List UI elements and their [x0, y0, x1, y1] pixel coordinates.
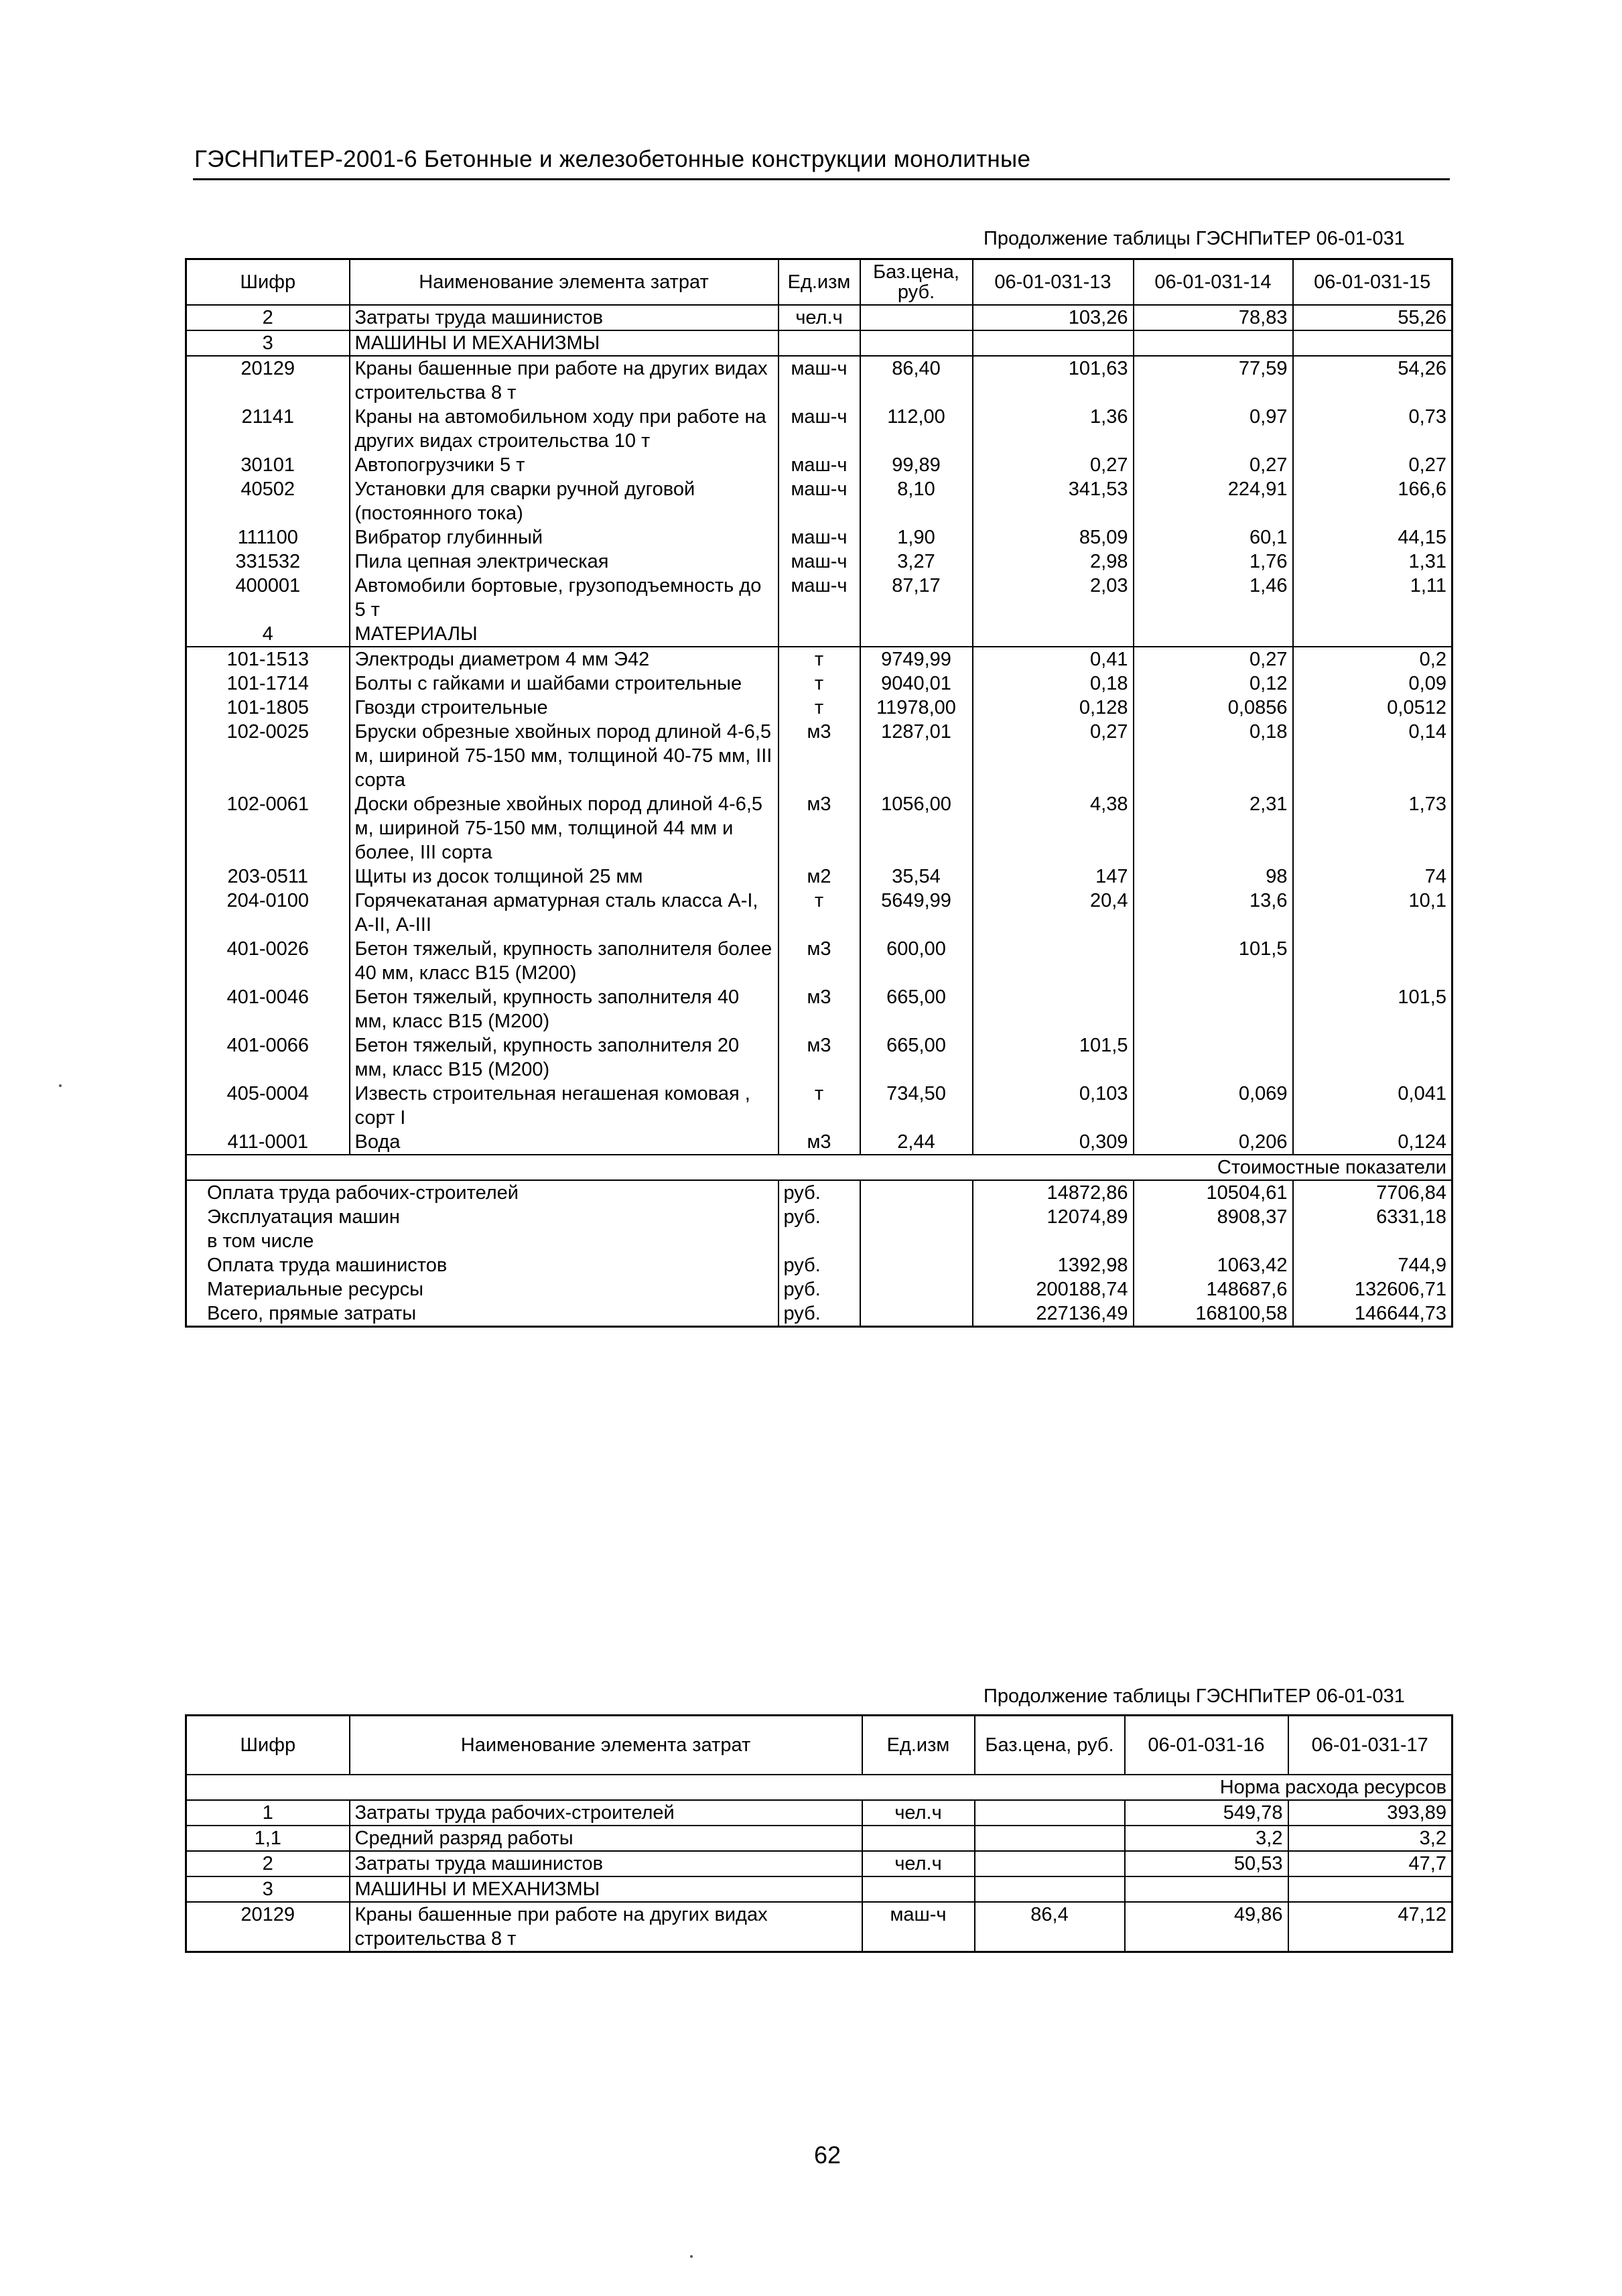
- name-cell: Гвозди строительные: [350, 696, 779, 720]
- col-header-code: Шифр: [186, 1716, 350, 1775]
- value-cell: 0,14: [1293, 720, 1452, 792]
- value-cell: 0,18: [973, 672, 1134, 696]
- col-header-code: Шифр: [186, 259, 350, 305]
- header-rule: [193, 178, 1450, 180]
- value-cell: 101,5: [1134, 937, 1293, 985]
- unit-cell: т: [779, 889, 860, 937]
- unit-cell: [862, 1876, 975, 1902]
- value-cell: 0,41: [973, 647, 1134, 672]
- value-cell: 3,2: [1288, 1826, 1452, 1851]
- price-cell: 3,27: [860, 550, 973, 574]
- unit-cell: м2: [779, 865, 860, 889]
- unit-cell: [779, 330, 860, 356]
- table2-body: [186, 1775, 1452, 1952]
- table1-header-row: [186, 259, 1452, 305]
- unit-cell: маш-ч: [779, 453, 860, 477]
- value-cell: 101,63: [973, 356, 1134, 405]
- value-cell: 1,73: [1293, 792, 1452, 865]
- value-cell: 0,069: [1134, 1082, 1293, 1130]
- unit-cell: маш-ч: [779, 405, 860, 453]
- price-cell: 87,17: [860, 574, 973, 622]
- table-row: [186, 453, 1452, 477]
- value-cell: 0,27: [1134, 647, 1293, 672]
- value-cell: 147: [973, 865, 1134, 889]
- value-cell: 1392,98: [973, 1253, 1134, 1277]
- unit-cell: м3: [779, 720, 860, 792]
- table-row: [186, 889, 1452, 937]
- value-cell: 0,309: [973, 1130, 1134, 1155]
- value-cell: 0,124: [1293, 1130, 1452, 1155]
- price-cell: [975, 1876, 1125, 1902]
- section-row: [186, 1876, 1452, 1902]
- price-cell: 1056,00: [860, 792, 973, 865]
- price-cell: [860, 622, 973, 647]
- cost-name: Всего, прямые затраты: [186, 1301, 779, 1327]
- value-cell: 78,83: [1134, 305, 1293, 330]
- code-cell: 101-1714: [186, 672, 350, 696]
- value-cell: 6331,18: [1293, 1205, 1452, 1229]
- value-cell: 0,2: [1293, 647, 1452, 672]
- value-cell: [1134, 622, 1293, 647]
- col-header-price: Баз.цена, руб.: [860, 259, 973, 305]
- code-cell: 101-1513: [186, 647, 350, 672]
- value-cell: 54,26: [1293, 356, 1452, 405]
- value-cell: 0,27: [973, 453, 1134, 477]
- value-cell: 55,26: [1293, 305, 1452, 330]
- price-cell: 8,10: [860, 477, 973, 525]
- name-cell: Бетон тяжелый, крупность заполнителя 20 мм, класс B15 (M200): [350, 1033, 779, 1082]
- cost-name: в том числе: [186, 1229, 779, 1253]
- cost-row: [186, 1229, 1452, 1253]
- price-cell: [860, 1229, 973, 1253]
- code-cell: 101-1805: [186, 696, 350, 720]
- name-cell: Затраты труда машинистов: [350, 305, 779, 330]
- code-cell: 204-0100: [186, 889, 350, 937]
- value-cell: 132606,71: [1293, 1277, 1452, 1301]
- cost-header: Стоимостные показатели: [186, 1155, 1452, 1180]
- value-cell: 60,1: [1134, 525, 1293, 550]
- code-cell: 331532: [186, 550, 350, 574]
- price-cell: [860, 305, 973, 330]
- value-cell: 2,98: [973, 550, 1134, 574]
- price-cell: 9040,01: [860, 672, 973, 696]
- value-cell: [1293, 937, 1452, 985]
- table-row: [186, 305, 1452, 330]
- value-cell: 0,103: [973, 1082, 1134, 1130]
- code-cell: 1,1: [186, 1826, 350, 1851]
- table1: [185, 258, 1453, 1328]
- col-header-price: Баз.цена, руб.: [975, 1716, 1125, 1775]
- cost-header-row: [186, 1155, 1452, 1180]
- value-cell: 1,36: [973, 405, 1134, 453]
- col-header-v1: 06-01-031-13: [973, 259, 1134, 305]
- code-cell: 21141: [186, 405, 350, 453]
- price-cell: [860, 1301, 973, 1327]
- name-cell: Установки для сварки ручной дуговой (постоянного тока): [350, 477, 779, 525]
- value-cell: 744,9: [1293, 1253, 1452, 1277]
- price-cell: 35,54: [860, 865, 973, 889]
- value-cell: 13,6: [1134, 889, 1293, 937]
- code-cell: 2: [186, 305, 350, 330]
- table-row: [186, 1826, 1452, 1851]
- unit-cell: чел.ч: [862, 1851, 975, 1876]
- unit-cell: маш-ч: [779, 574, 860, 622]
- table2-header-row: [186, 1716, 1452, 1775]
- price-cell: 665,00: [860, 985, 973, 1033]
- table-row: [186, 696, 1452, 720]
- value-cell: 227136,49: [973, 1301, 1134, 1327]
- table1-body: [186, 305, 1452, 1327]
- col-header-v2: 06-01-031-17: [1288, 1716, 1452, 1775]
- price-cell: 734,50: [860, 1082, 973, 1130]
- value-cell: 341,53: [973, 477, 1134, 525]
- table2-caption: Продолжение таблицы ГЭСНПиТЕР 06-01-031: [984, 1685, 1405, 1707]
- value-cell: 3,2: [1125, 1826, 1288, 1851]
- name-cell: Пила цепная электрическая: [350, 550, 779, 574]
- name-cell: Электроды диаметром 4 мм Э42: [350, 647, 779, 672]
- value-cell: 166,6: [1293, 477, 1452, 525]
- code-cell: 2: [186, 1851, 350, 1876]
- value-cell: [1288, 1876, 1452, 1902]
- table-row: [186, 356, 1452, 405]
- value-cell: [1125, 1876, 1288, 1902]
- unit-cell: т: [779, 647, 860, 672]
- value-cell: 224,91: [1134, 477, 1293, 525]
- code-cell: 4: [186, 622, 350, 647]
- value-cell: 0,27: [973, 720, 1134, 792]
- col-header-v3: 06-01-031-15: [1293, 259, 1452, 305]
- unit-cell: чел.ч: [779, 305, 860, 330]
- unit-cell: м3: [779, 1130, 860, 1155]
- value-cell: 200188,74: [973, 1277, 1134, 1301]
- value-cell: 20,4: [973, 889, 1134, 937]
- name-cell: Щиты из досок толщиной 25 мм: [350, 865, 779, 889]
- name-cell: Краны на автомобильном ходу при работе на других видах строительства 10 т: [350, 405, 779, 453]
- cost-name: Материальные ресурсы: [186, 1277, 779, 1301]
- unit-cell: руб.: [779, 1277, 860, 1301]
- code-cell: 203-0511: [186, 865, 350, 889]
- cost-row: [186, 1180, 1452, 1205]
- value-cell: [973, 1229, 1134, 1253]
- value-cell: 1,76: [1134, 550, 1293, 574]
- price-cell: 11978,00: [860, 696, 973, 720]
- unit-cell: [779, 1229, 860, 1253]
- value-cell: [1293, 622, 1452, 647]
- price-cell: [860, 330, 973, 356]
- unit-cell: м3: [779, 1033, 860, 1082]
- unit-cell: т: [779, 672, 860, 696]
- unit-cell: маш-ч: [779, 477, 860, 525]
- value-cell: 1,31: [1293, 550, 1452, 574]
- name-cell: Краны башенные при работе на других видах строительства 8 т: [350, 356, 779, 405]
- code-cell: 401-0026: [186, 937, 350, 985]
- page-number: 62: [814, 2141, 841, 2169]
- table-row: [186, 1033, 1452, 1082]
- unit-cell: маш-ч: [779, 525, 860, 550]
- table-row: [186, 720, 1452, 792]
- value-cell: 168100,58: [1134, 1301, 1293, 1327]
- name-cell: Известь строительная негашеная комовая , сорт I: [350, 1082, 779, 1130]
- value-cell: 14872,86: [973, 1180, 1134, 1205]
- price-cell: [975, 1800, 1125, 1826]
- value-cell: 12074,89: [973, 1205, 1134, 1229]
- unit-cell: [779, 622, 860, 647]
- price-cell: 112,00: [860, 405, 973, 453]
- table-row: [186, 647, 1452, 672]
- value-cell: 0,09: [1293, 672, 1452, 696]
- table-row: [186, 792, 1452, 865]
- value-cell: 146644,73: [1293, 1301, 1452, 1327]
- col-header-unit: Ед.изм: [779, 259, 860, 305]
- norm-header-row: [186, 1775, 1452, 1800]
- value-cell: 101,5: [1293, 985, 1452, 1033]
- col-header-v2: 06-01-031-14: [1134, 259, 1293, 305]
- value-cell: [973, 985, 1134, 1033]
- table-row: [186, 672, 1452, 696]
- price-cell: [975, 1826, 1125, 1851]
- value-cell: 549,78: [1125, 1800, 1288, 1826]
- code-cell: 401-0046: [186, 985, 350, 1033]
- value-cell: 4,38: [973, 792, 1134, 865]
- code-cell: 20129: [186, 1902, 350, 1952]
- table-row: [186, 1130, 1452, 1155]
- value-cell: 1,11: [1293, 574, 1452, 622]
- value-cell: 0,97: [1134, 405, 1293, 453]
- value-cell: 101,5: [973, 1033, 1134, 1082]
- value-cell: 74: [1293, 865, 1452, 889]
- name-cell: МАШИНЫ И МЕХАНИЗМЫ: [350, 330, 779, 356]
- col-header-name: Наименование элемента затрат: [350, 1716, 862, 1775]
- price-cell: [860, 1205, 973, 1229]
- value-cell: [1293, 330, 1452, 356]
- price-cell: [860, 1253, 973, 1277]
- unit-cell: руб.: [779, 1301, 860, 1327]
- value-cell: 1,46: [1134, 574, 1293, 622]
- value-cell: 44,15: [1293, 525, 1452, 550]
- value-cell: 103,26: [973, 305, 1134, 330]
- price-cell: [860, 1277, 973, 1301]
- scan-speck: [690, 2255, 693, 2258]
- col-header-name: Наименование элемента затрат: [350, 259, 779, 305]
- table-row: [186, 1800, 1452, 1826]
- table1-caption: Продолжение таблицы ГЭСНПиТЕР 06-01-031: [984, 228, 1405, 249]
- price-cell: 99,89: [860, 453, 973, 477]
- price-cell: [975, 1851, 1125, 1876]
- value-cell: 77,59: [1134, 356, 1293, 405]
- code-cell: 400001: [186, 574, 350, 622]
- table-row: [186, 405, 1452, 453]
- name-cell: Доски обрезные хвойных пород длиной 4-6,5 м, шириной 75-150 мм, толщиной 44 мм и более, III сорта: [350, 792, 779, 865]
- unit-cell: руб.: [779, 1205, 860, 1229]
- table2: [185, 1714, 1453, 1953]
- code-cell: 405-0004: [186, 1082, 350, 1130]
- name-cell: Бруски обрезные хвойных пород длиной 4-6,5 м, шириной 75-150 мм, толщиной 40-75 мм, III сорта: [350, 720, 779, 792]
- code-cell: 411-0001: [186, 1130, 350, 1155]
- value-cell: [973, 622, 1134, 647]
- price-cell: 9749,99: [860, 647, 973, 672]
- value-cell: 10,1: [1293, 889, 1452, 937]
- col-header-v1: 06-01-031-16: [1125, 1716, 1288, 1775]
- value-cell: 0,041: [1293, 1082, 1452, 1130]
- unit-cell: маш-ч: [862, 1902, 975, 1952]
- unit-cell: руб.: [779, 1253, 860, 1277]
- value-cell: 0,0856: [1134, 696, 1293, 720]
- value-cell: 0,12: [1134, 672, 1293, 696]
- unit-cell: м3: [779, 792, 860, 865]
- value-cell: 0,73: [1293, 405, 1452, 453]
- value-cell: 49,86: [1125, 1902, 1288, 1952]
- table-row: [186, 937, 1452, 985]
- code-cell: 30101: [186, 453, 350, 477]
- value-cell: 47,7: [1288, 1851, 1452, 1876]
- name-cell: МАТЕРИАЛЫ: [350, 622, 779, 647]
- unit-cell: т: [779, 1082, 860, 1130]
- table-row: [186, 1902, 1452, 1952]
- value-cell: 393,89: [1288, 1800, 1452, 1826]
- norm-header: Норма расхода ресурсов: [186, 1775, 1452, 1800]
- name-cell: Средний разряд работы: [350, 1826, 862, 1851]
- unit-cell: т: [779, 696, 860, 720]
- value-cell: 47,12: [1288, 1902, 1452, 1952]
- code-cell: 401-0066: [186, 1033, 350, 1082]
- code-cell: 1: [186, 1800, 350, 1826]
- unit-cell: м3: [779, 985, 860, 1033]
- value-cell: [1134, 985, 1293, 1033]
- name-cell: Болты с гайками и шайбами строительные: [350, 672, 779, 696]
- table-row: [186, 525, 1452, 550]
- value-cell: 0,0512: [1293, 696, 1452, 720]
- code-cell: 3: [186, 1876, 350, 1902]
- unit-cell: руб.: [779, 1180, 860, 1205]
- page-title: ГЭСНПиТЕР-2001-6 Бетонные и железобетонные конструкции монолитные: [194, 146, 1031, 172]
- code-cell: 111100: [186, 525, 350, 550]
- value-cell: [1134, 1229, 1293, 1253]
- value-cell: 2,03: [973, 574, 1134, 622]
- price-cell: 665,00: [860, 1033, 973, 1082]
- price-cell: 86,4: [975, 1902, 1125, 1952]
- table-row: [186, 1851, 1452, 1876]
- value-cell: 0,206: [1134, 1130, 1293, 1155]
- value-cell: 8908,37: [1134, 1205, 1293, 1229]
- value-cell: [1293, 1229, 1452, 1253]
- scan-speck: [59, 1084, 62, 1087]
- value-cell: 0,27: [1293, 453, 1452, 477]
- unit-cell: м3: [779, 937, 860, 985]
- code-cell: 3: [186, 330, 350, 356]
- name-cell: Вода: [350, 1130, 779, 1155]
- value-cell: 10504,61: [1134, 1180, 1293, 1205]
- price-cell: 600,00: [860, 937, 973, 985]
- name-cell: Бетон тяжелый, крупность заполнителя более 40 мм, класс B15 (M200): [350, 937, 779, 985]
- table-row: [186, 550, 1452, 574]
- name-cell: Краны башенные при работе на других видах строительства 8 т: [350, 1902, 862, 1952]
- table-row: [186, 865, 1452, 889]
- value-cell: [1134, 330, 1293, 356]
- value-cell: [973, 330, 1134, 356]
- value-cell: 7706,84: [1293, 1180, 1452, 1205]
- table-row: [186, 985, 1452, 1033]
- value-cell: 148687,6: [1134, 1277, 1293, 1301]
- price-cell: 2,44: [860, 1130, 973, 1155]
- table-row: [186, 477, 1452, 525]
- name-cell: Бетон тяжелый, крупность заполнителя 40 мм, класс B15 (M200): [350, 985, 779, 1033]
- price-cell: 1,90: [860, 525, 973, 550]
- unit-cell: маш-ч: [779, 356, 860, 405]
- value-cell: [1293, 1033, 1452, 1082]
- cost-name: Оплата труда рабочих-строителей: [186, 1180, 779, 1205]
- name-cell: Горячекатаная арматурная сталь класса А-I, А-II, А-III: [350, 889, 779, 937]
- cost-row: [186, 1301, 1452, 1327]
- code-cell: 40502: [186, 477, 350, 525]
- cost-row: [186, 1277, 1452, 1301]
- value-cell: 0,128: [973, 696, 1134, 720]
- section-row: [186, 330, 1452, 356]
- price-cell: 5649,99: [860, 889, 973, 937]
- price-cell: 1287,01: [860, 720, 973, 792]
- unit-cell: маш-ч: [779, 550, 860, 574]
- price-cell: [860, 1180, 973, 1205]
- value-cell: 0,27: [1134, 453, 1293, 477]
- name-cell: Затраты труда машинистов: [350, 1851, 862, 1876]
- value-cell: 98: [1134, 865, 1293, 889]
- col-header-unit: Ед.изм: [862, 1716, 975, 1775]
- name-cell: Затраты труда рабочих-строителей: [350, 1800, 862, 1826]
- cost-row: [186, 1205, 1452, 1229]
- name-cell: Автомобили бортовые, грузоподъемность до 5 т: [350, 574, 779, 622]
- value-cell: [1134, 1033, 1293, 1082]
- cost-row: [186, 1253, 1452, 1277]
- cost-name: Эксплуатация машин: [186, 1205, 779, 1229]
- table-row: [186, 574, 1452, 622]
- value-cell: 50,53: [1125, 1851, 1288, 1876]
- value-cell: 0,18: [1134, 720, 1293, 792]
- price-cell: 86,40: [860, 356, 973, 405]
- name-cell: МАШИНЫ И МЕХАНИЗМЫ: [350, 1876, 862, 1902]
- unit-cell: чел.ч: [862, 1800, 975, 1826]
- section-row: [186, 622, 1452, 647]
- code-cell: 20129: [186, 356, 350, 405]
- value-cell: [973, 937, 1134, 985]
- unit-cell: [862, 1826, 975, 1851]
- table-row: [186, 1082, 1452, 1130]
- code-cell: 102-0061: [186, 792, 350, 865]
- value-cell: 1063,42: [1134, 1253, 1293, 1277]
- name-cell: Автопогрузчики 5 т: [350, 453, 779, 477]
- name-cell: Вибратор глубинный: [350, 525, 779, 550]
- cost-name: Оплата труда машинистов: [186, 1253, 779, 1277]
- value-cell: 85,09: [973, 525, 1134, 550]
- value-cell: 2,31: [1134, 792, 1293, 865]
- code-cell: 102-0025: [186, 720, 350, 792]
